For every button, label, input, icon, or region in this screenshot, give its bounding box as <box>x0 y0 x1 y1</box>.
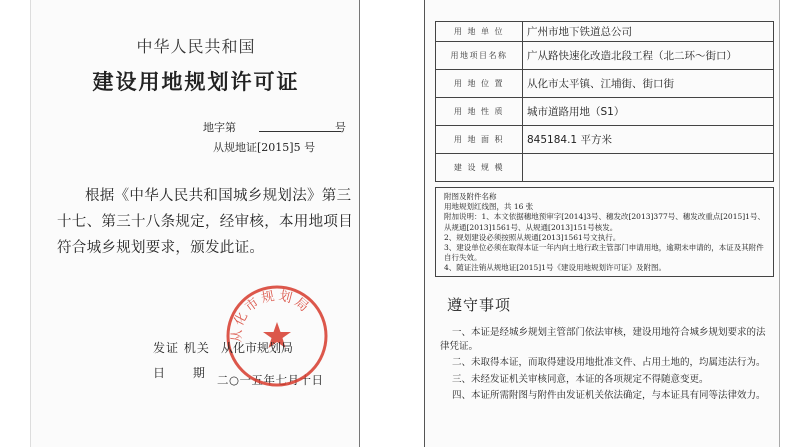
table-row <box>436 126 774 154</box>
page-gutter <box>360 0 424 447</box>
attachment-note: 附加说明：1、本文依据穗地预审字[2014]3号、穗发改[2013]377号、穗发改重点[2015]1号、从规通[2013]1561号、从规通[2013]151号核发。 <box>444 212 765 232</box>
construction-scale-value <box>523 154 774 182</box>
rule-item: 一、本证是经城乡规划主管部门依法审核，建设用地符合城乡规划要求的法律凭证。 <box>440 327 766 352</box>
table-row <box>436 22 774 42</box>
dizi-suffix: 号 <box>335 121 346 134</box>
certificate-body: 根据《中华人民共和国城乡规划法》第三十七、第三十八条规定，经审核，本用地项目符合城乡规划要求，颁发此证。 <box>57 188 353 256</box>
rule-item: 二、未取得本证，而取得建设用地批准文件、占用土地的，均属违法行为。 <box>452 357 766 368</box>
rules-list <box>440 326 770 406</box>
row-label: 用 地 性 质 <box>436 98 523 126</box>
rule-item: 四、本证所需附图与附件由发证机关依法确定，与本证具有同等法律效力。 <box>452 390 766 401</box>
rules-title: 遵守事项 <box>447 296 512 314</box>
land-area-value: 845184.1 平方米 <box>523 126 774 154</box>
attachment-note: 3、建设单位必须在取得本证一年内向土地行政主管部门申请用地，逾期未申请的，本证及其附件自行失效。 <box>444 243 764 263</box>
attachment-note: 2、规划建设必须按照从规通[2013]1561号文执行。 <box>444 232 621 242</box>
row-label: 用 地 面 积 <box>436 126 523 154</box>
land-info-table <box>435 21 774 182</box>
authority-value: 从化市规划局 <box>221 341 294 355</box>
table-row <box>436 70 774 98</box>
table-row <box>436 154 774 182</box>
table-row <box>436 98 774 126</box>
land-location-value: 从化市太平镇、江埔街、街口街 <box>523 70 774 98</box>
table-row <box>436 42 774 70</box>
rule-item: 三、未经发证机关审核同意，本证的各项规定不得随意变更。 <box>452 373 709 385</box>
attachments-heading: 附图及附件名称 <box>444 192 497 201</box>
row-label: 建 设 规 模 <box>436 154 523 182</box>
project-name-value: 广从路快速化改造北段工程（北二环～街口） <box>523 42 774 70</box>
authority-label: 发证 机关 <box>153 341 210 355</box>
land-use-type-value: 城市道路用地（S1） <box>523 98 774 126</box>
attachments-box <box>435 187 774 277</box>
reference-number: 从规地证[2015]5 号 <box>213 141 316 154</box>
certificate-title: 建设用地规划许可证 <box>92 69 300 94</box>
attachment-item: 用地规划红线图，共 16 张 <box>444 202 534 212</box>
dizi-prefix: 地字第 <box>203 121 236 134</box>
dizi-underline <box>259 131 341 132</box>
attachment-note: 4、随证注销从规地证[2015]1号《建设用地规划许可证》及附图。 <box>444 263 666 273</box>
certificate-front-page <box>30 0 360 447</box>
row-label: 用地项目名称 <box>436 42 523 70</box>
page-margin-left <box>0 0 30 447</box>
seal-text: 从化市规划局 <box>229 288 314 343</box>
row-label: 用 地 位 置 <box>436 70 523 98</box>
issuer-country: 中华人民共和国 <box>136 37 256 56</box>
issue-date: 二○一五年七月十日 <box>217 373 324 387</box>
date-label: 日 期 <box>153 366 217 380</box>
row-label: 用 地 单 位 <box>436 22 523 42</box>
official-seal <box>223 282 331 390</box>
land-user-value: 广州市地下铁道总公司 <box>523 22 774 42</box>
